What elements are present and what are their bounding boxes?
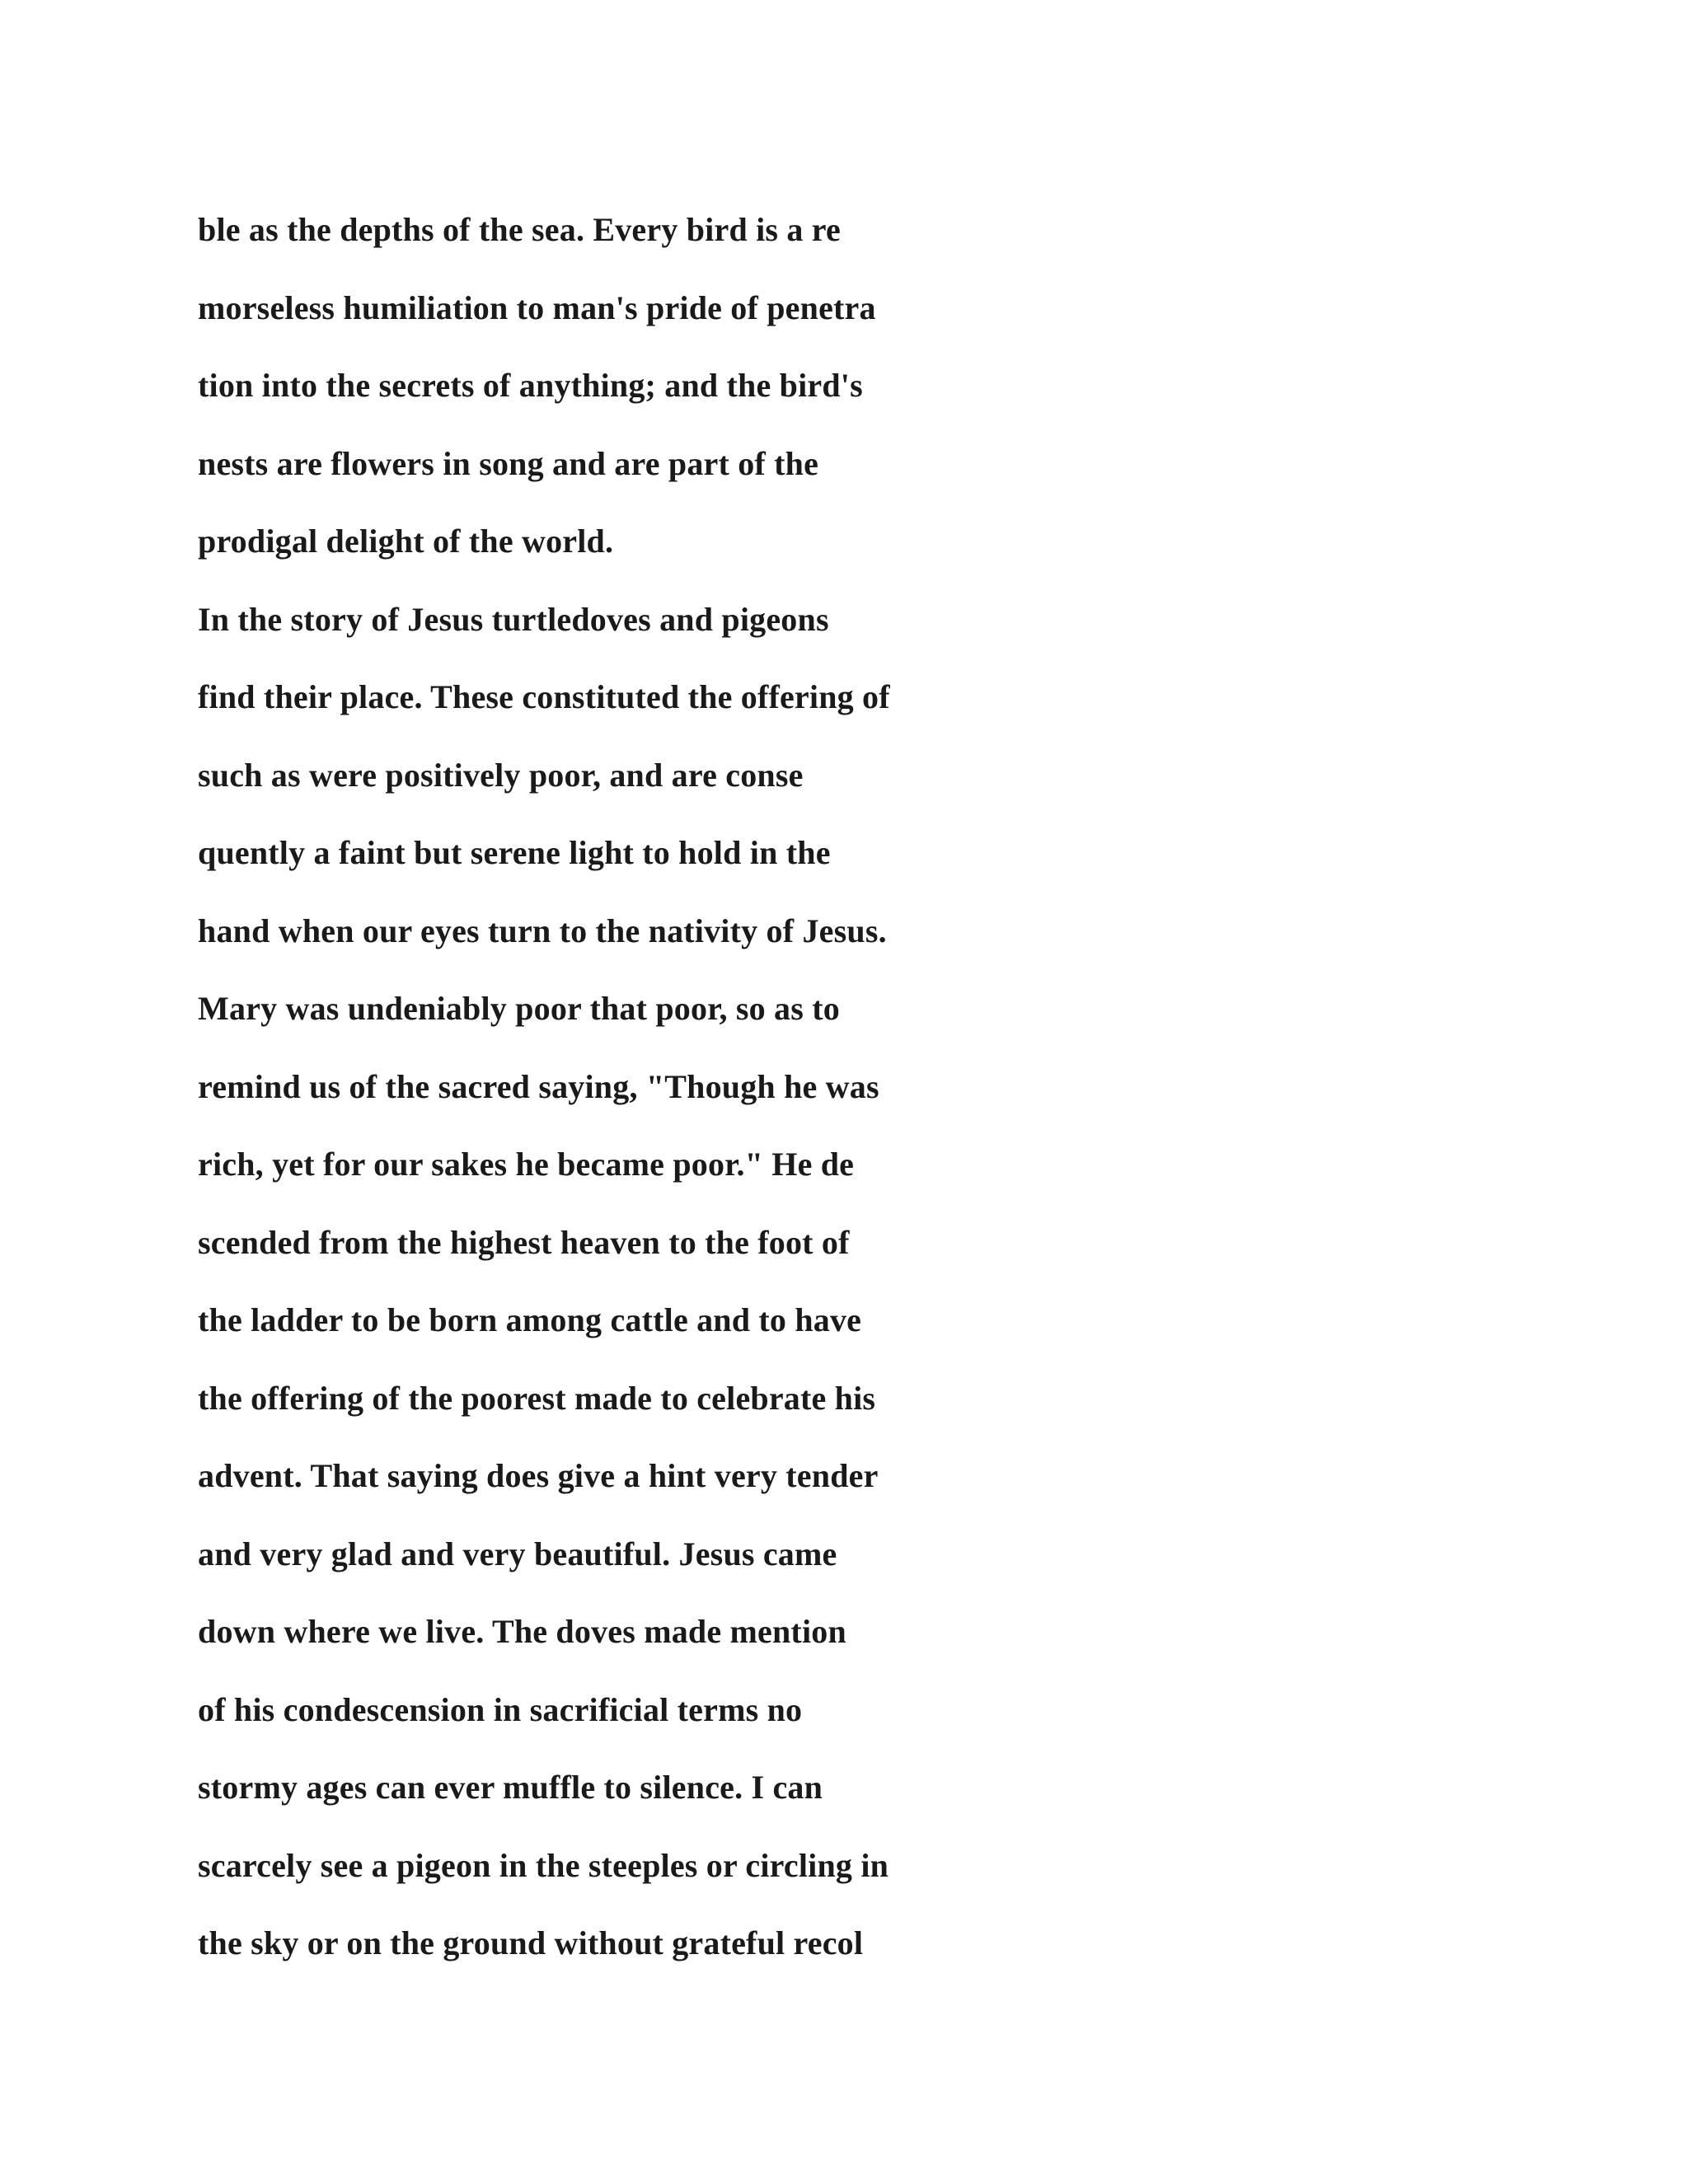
text-line-14: scended from the highest heaven to the foot of [198, 1223, 850, 1261]
text-line-20: of his condescension in sacrificial terms no [198, 1690, 803, 1728]
text-line-21: stormy ages can ever muffle to silence. I can [198, 1769, 823, 1806]
text-line-6: In the story of Jesus turtledoves and pigeons [198, 600, 829, 638]
text-line-5: prodigal delight of the world. [198, 523, 614, 560]
text-line-2: morseless humiliation to man's pride of penetra [198, 288, 876, 326]
text-line-18: and very glad and very beautiful. Jesus came [198, 1535, 837, 1572]
text-line-16: the offering of the poorest made to celebrate his [198, 1379, 876, 1417]
text-line-4: nests are flowers in song and are part of the [198, 444, 819, 482]
text-line-17: advent. That saying does give a hint very tender [198, 1457, 879, 1494]
text-line-1: ble as the depths of the sea. Every bird is a re [198, 211, 841, 248]
text-line-11: Mary was undeniably poor that poor, so as to [198, 990, 840, 1027]
text-line-3: tion into the secrets of anything; and the bird's [198, 367, 863, 404]
text-line-13: rich, yet for our sakes he became poor." He de [198, 1146, 855, 1183]
text-line-19: down where we live. The doves made mention [198, 1613, 846, 1650]
text-line-23: the sky or on the ground without grateful recol [198, 1924, 864, 1961]
text-line-12: remind us of the sacred saying, "Though he was [198, 1067, 879, 1105]
text-line-7: find their place. These constituted the offering of [198, 678, 890, 715]
text-line-10: hand when our eyes turn to the nativity of Jesus. [198, 912, 887, 949]
text-line-9: quently a faint but serene light to hold in the [198, 834, 831, 871]
text-line-15: the ladder to be born among cattle and to have [198, 1301, 862, 1338]
text-line-8: such as were positively poor, and are conse [198, 756, 804, 794]
body-text [198, 191, 1484, 1983]
text-line-22: scarcely see a pigeon in the steeples or circling in [198, 1846, 889, 1884]
